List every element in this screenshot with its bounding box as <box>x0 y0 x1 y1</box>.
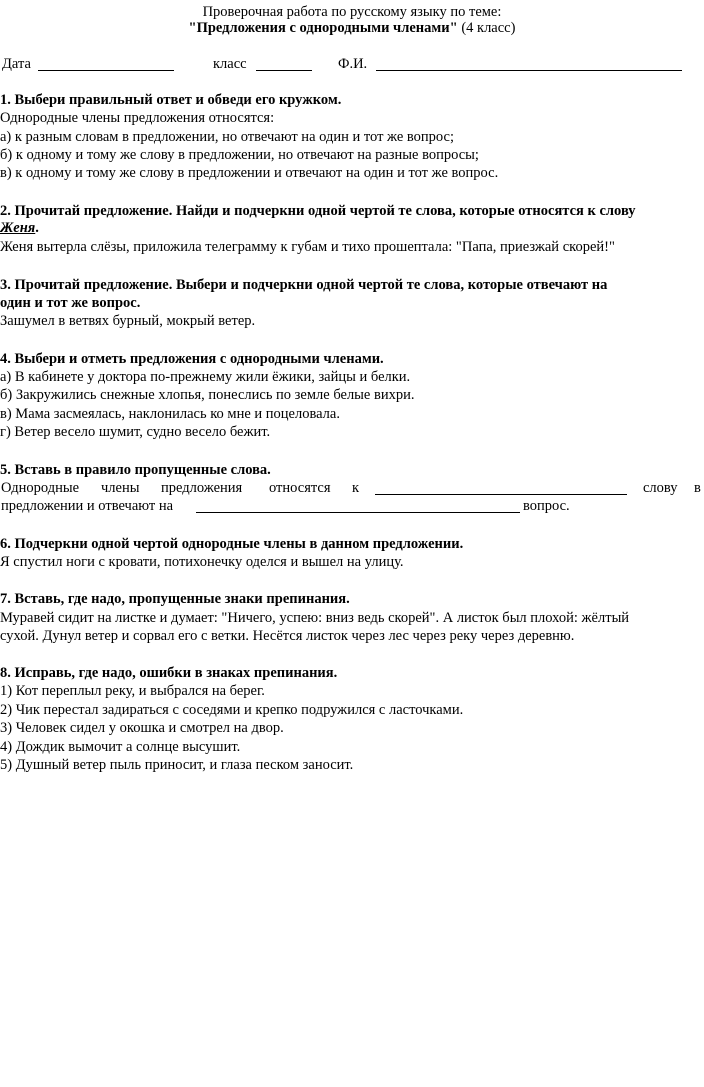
header-line: Проверочная работа по русскому языку по теме: <box>202 4 502 20</box>
q2-keyword-line <box>0 220 39 237</box>
date-label: Дата <box>2 56 31 72</box>
q8-item-2: 2) Чик перестал задираться с соседями и крепко подружился с ласточками. <box>0 702 464 718</box>
q2-sentence: Женя вытерла слёзы, приложила телеграмму к губам и тихо прошептала: "Папа, приезжай скорей!" <box>0 239 615 255</box>
q8-item-5: 5) Душный ветер пыль приносит, и глаза песком заносит. <box>0 757 354 773</box>
q4-title: 4. Выбери и отметь предложения с однородными членами. <box>0 351 384 367</box>
date-field[interactable] <box>38 70 174 71</box>
q7-text-line2: сухой. Дунул ветер и сорвал его с ветки. Несётся листок через лес через реку через деревню. <box>0 628 575 644</box>
fio-label: Ф.И. <box>338 56 368 72</box>
q2-dot: . <box>35 220 39 236</box>
q8-item-3: 3) Человек сидел у окошка и смотрел на двор. <box>0 720 284 736</box>
q1-title: 1. Выбери правильный ответ и обведи его кружком. <box>0 92 342 108</box>
q1-stem: Однородные члены предложения относятся: <box>0 110 275 126</box>
q5-line2-start: предложении и отвечают на <box>1 498 174 514</box>
q7-text-line1: Муравей сидит на листке и думает: "Ничего, успею: вниз ведь скорей". А листок был плохой: жёлтый <box>0 610 630 626</box>
q1-option-a[interactable]: а) к разным словам в предложении, но отвечают на один и тот же вопрос; <box>0 129 455 145</box>
q5-word: в <box>694 480 701 496</box>
q4-option-c[interactable]: в) Мама засмеялась, наклонилась ко мне и поцеловала. <box>0 406 340 422</box>
header-topic-line <box>0 20 704 37</box>
q5-title: 5. Вставь в правило пропущенные слова. <box>0 462 271 478</box>
q5-word: слову <box>643 480 678 496</box>
q4-option-a[interactable]: а) В кабинете у доктора по-прежнему жили ёжики, зайцы и белки. <box>0 369 411 385</box>
q1-option-c[interactable]: в) к одному и тому же слову в предложении и отвечают на один и тот же вопрос. <box>0 165 499 181</box>
q5-blank-2[interactable] <box>196 512 520 513</box>
q1-option-b[interactable]: б) к одному и тому же слову в предложении, но отвечают на разные вопросы; <box>0 147 479 163</box>
q3-sentence: Зашумел в ветвях бурный, мокрый ветер. <box>0 313 256 329</box>
q5-word: Однородные <box>1 480 80 496</box>
q3-title-line1: 3. Прочитай предложение. Выбери и подчеркни одной чертой те слова, которые отвечают на <box>0 277 608 293</box>
q2-title: 2. Прочитай предложение. Найди и подчеркни одной чертой те слова, которые относятся к слову <box>0 203 636 219</box>
grade-label: (4 класс) <box>457 20 516 36</box>
q8-item-1: 1) Кот переплыл реку, и выбрался на берег. <box>0 683 265 699</box>
q5-word: члены <box>101 480 140 496</box>
q7-title: 7. Вставь, где надо, пропущенные знаки препинания. <box>0 591 350 607</box>
q5-word: предложения <box>161 480 243 496</box>
q5-line2-end: вопрос. <box>523 498 570 514</box>
q5-word: к <box>352 480 360 496</box>
q2-keyword: Женя <box>0 220 36 236</box>
q4-option-d[interactable]: г) Ветер весело шумит, судно весело бежит. <box>0 424 271 440</box>
q5-blank-1[interactable] <box>375 494 627 495</box>
class-field[interactable] <box>256 70 312 71</box>
q5-word: относятся <box>269 480 331 496</box>
q6-title: 6. Подчеркни одной чертой однородные члены в данном предложении. <box>0 536 464 552</box>
q6-sentence: Я спустил ноги с кровати, потихонечку оделся и вышел на улицу. <box>0 554 404 570</box>
q8-item-4: 4) Дождик вымочит а солнце высушит. <box>0 739 241 755</box>
class-label: класс <box>213 56 247 72</box>
fio-field[interactable] <box>376 70 682 71</box>
q3-title-line2: один и тот же вопрос. <box>0 295 141 311</box>
q4-option-b[interactable]: б) Закружились снежные хлопья, понеслись по земле белые вихри. <box>0 387 415 403</box>
q8-title: 8. Исправь, где надо, ошибки в знаках препинания. <box>0 665 338 681</box>
topic-title: "Предложения с однородными членами" <box>188 20 458 36</box>
